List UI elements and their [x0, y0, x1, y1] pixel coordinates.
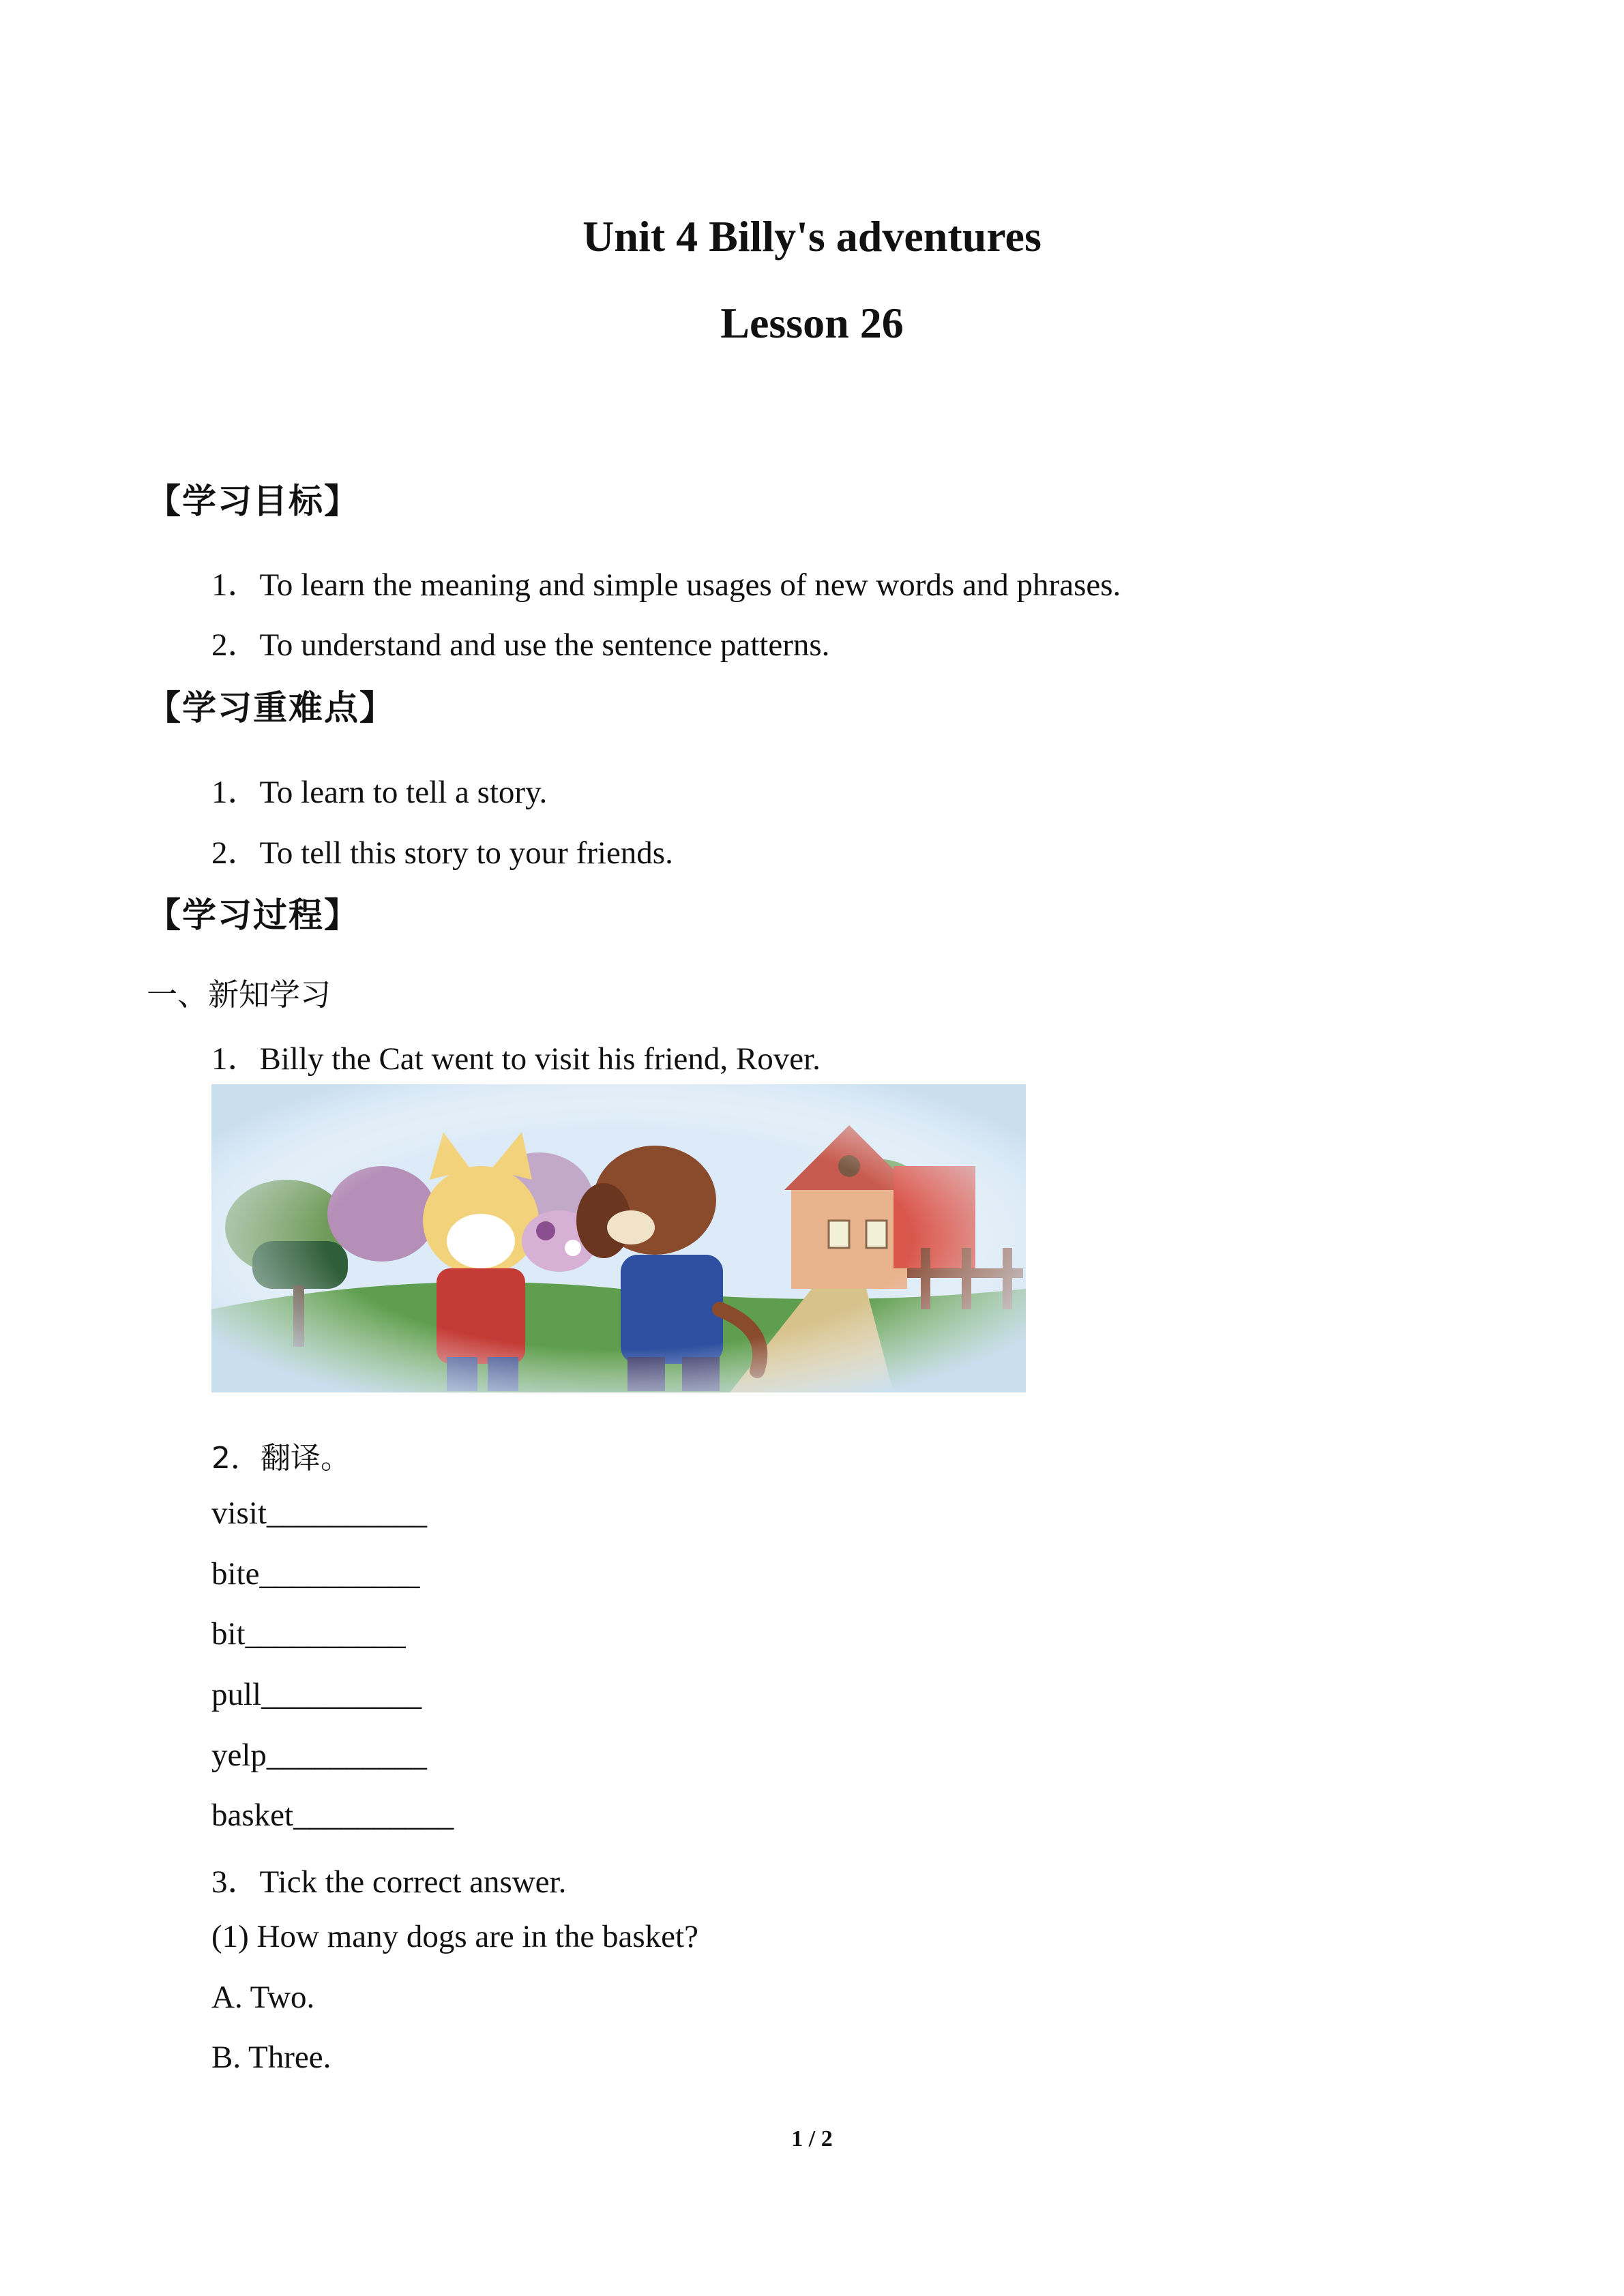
vocab-blank: yelp__________: [211, 1738, 427, 1773]
process-item: 3．Tick the correct answer.: [211, 1864, 567, 1900]
vocab-blank: bit__________: [211, 1616, 406, 1652]
section-title: 一、新知学习: [147, 976, 331, 1013]
process-item: 1．Billy the Cat went to visit his friend, Rover.: [211, 1041, 821, 1077]
answer-option-a: A. Two.: [211, 1980, 315, 2015]
key-point-item: 1．To learn to tell a story.: [211, 775, 548, 810]
goal-item: 1．To learn the meaning and simple usages of new words and phrases.: [211, 567, 1121, 603]
key-points-heading: 【学习重难点】: [147, 688, 395, 728]
vocab-blank: pull__________: [211, 1677, 422, 1712]
lesson-title: Lesson 26: [720, 299, 904, 347]
vocab-blank: visit__________: [211, 1495, 427, 1531]
answer-option-b: B. Three.: [211, 2040, 331, 2075]
process-heading: 【学习过程】: [147, 895, 359, 935]
goal-item: 2．To understand and use the sentence patterns.: [211, 627, 830, 663]
question: (1) How many dogs are in the basket?: [211, 1919, 698, 1954]
key-point-item: 2．To tell this story to your friends.: [211, 835, 673, 871]
story-illustration: [211, 1084, 1026, 1392]
unit-title: Unit 4 Billy's adventures: [582, 212, 1042, 260]
vocab-blank: bite__________: [211, 1556, 420, 1592]
process-item: 2．翻译。: [211, 1441, 351, 1476]
vocab-blank: basket__________: [211, 1798, 454, 1833]
goals-heading: 【学习目标】: [147, 481, 359, 521]
page-number: 1 / 2: [791, 2126, 833, 2151]
